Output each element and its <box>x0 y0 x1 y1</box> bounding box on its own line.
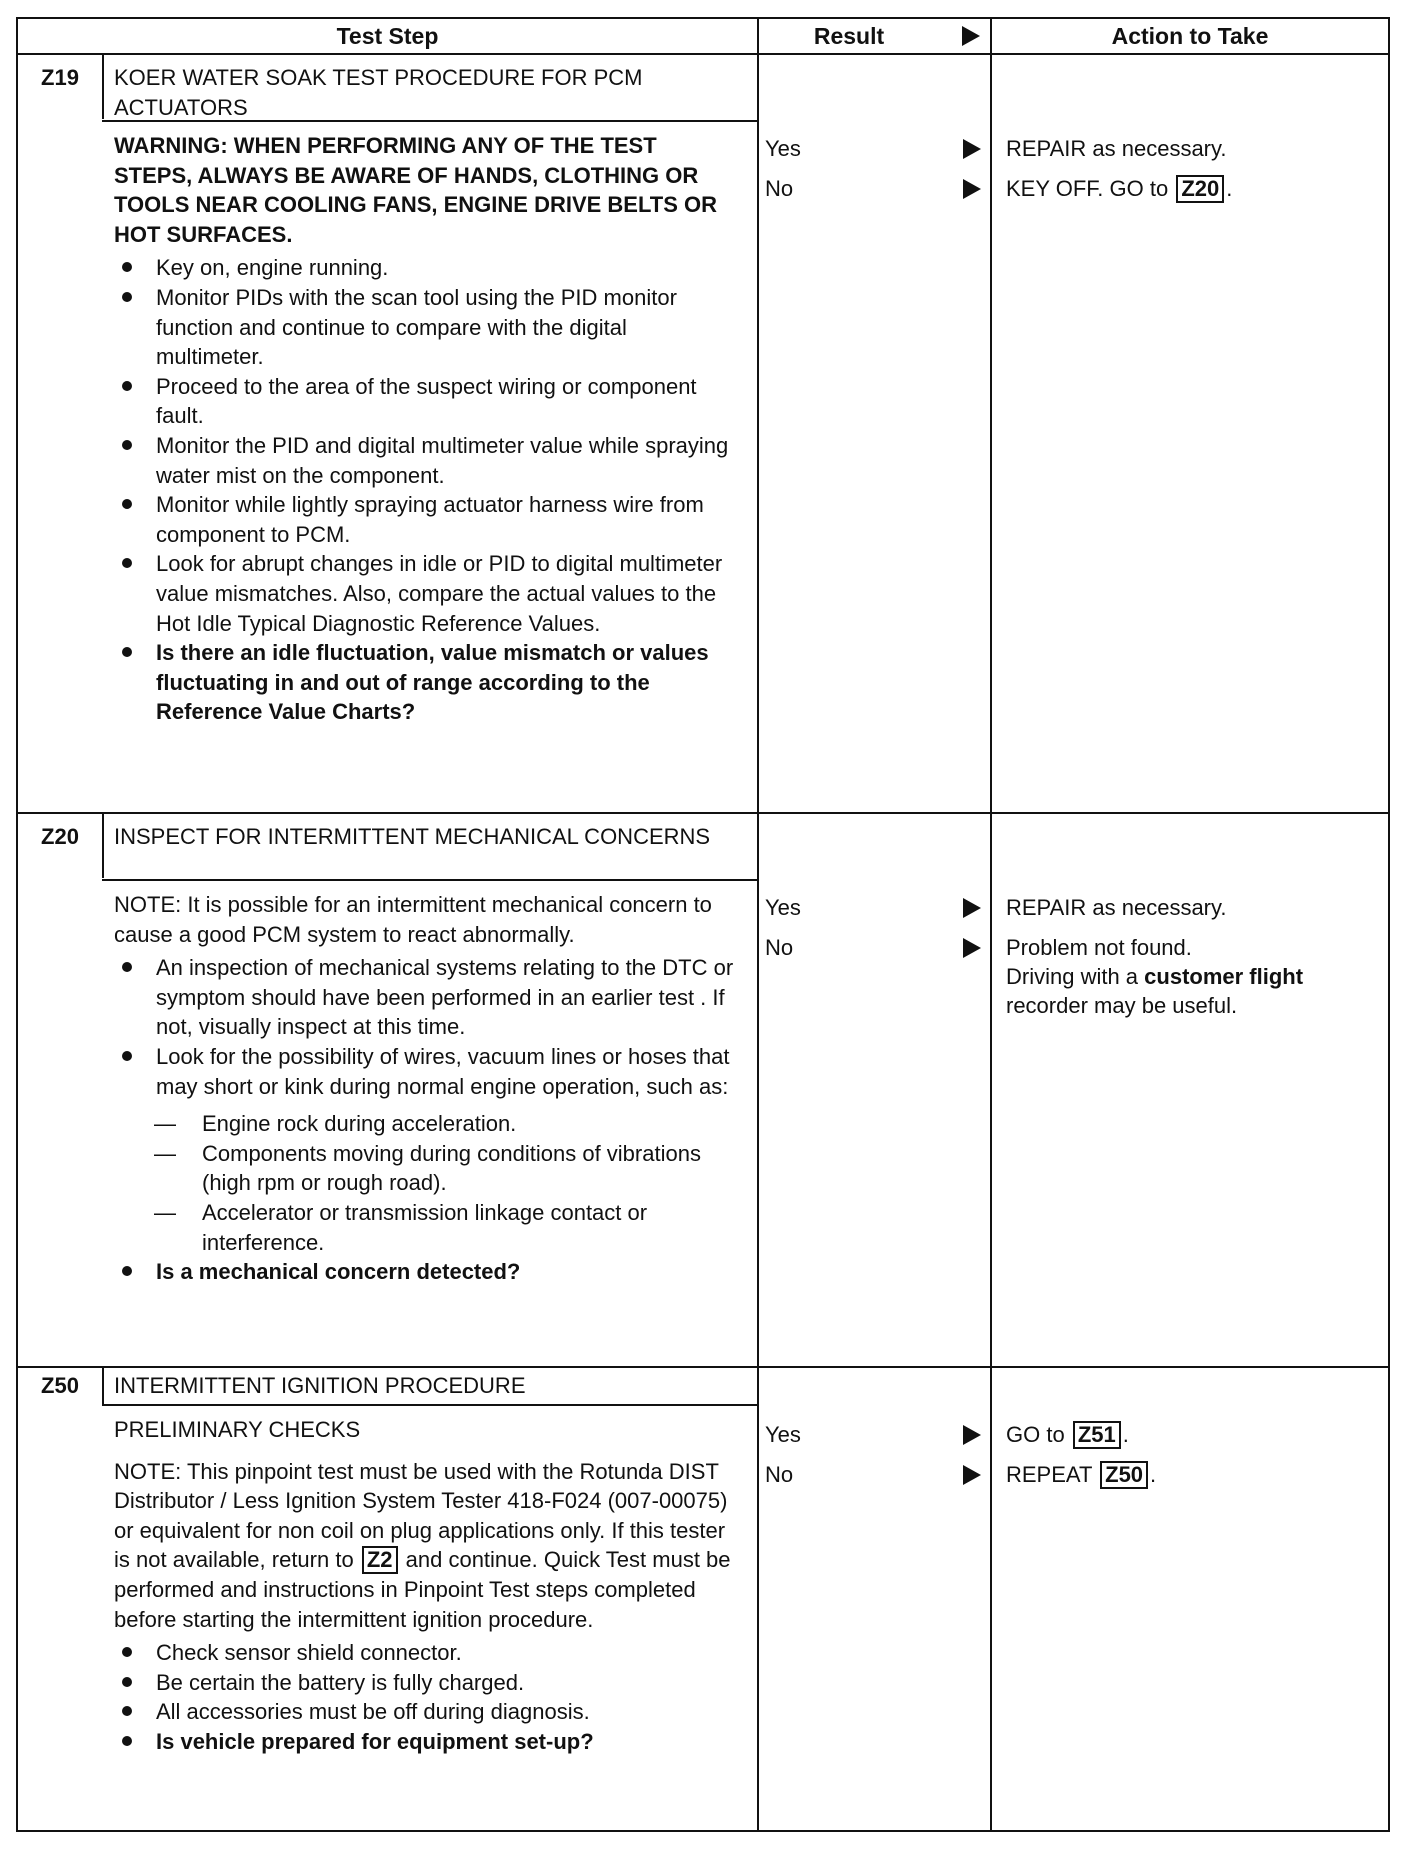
result-yes-z50: Yes <box>765 1422 801 1447</box>
list-item: Monitor the PID and digital multimeter value while spraying water mist on the component. <box>114 431 734 490</box>
actions-z19 <box>1006 129 1386 209</box>
header-result: Result <box>813 23 885 49</box>
note-text-z50 <box>114 1457 734 1635</box>
actions-z20 <box>1006 888 1386 1020</box>
action-text: . <box>1226 176 1233 201</box>
z50-title-rule <box>102 1404 757 1406</box>
list-item: Monitor while lightly spraying actuator harness wire from component to PCM. <box>114 490 734 549</box>
arrow-icon <box>963 898 981 918</box>
list-item: An inspection of mechanical systems relating to the DTC or symptom should have been performed in an earlier test . If not, visually inspect at this time. <box>114 953 734 1042</box>
note-text-z20: NOTE: It is possible for an intermittent mechanical concern to cause a good PCM system to react abnormally. <box>114 892 712 947</box>
question-list-z20 <box>114 1257 734 1287</box>
step-id-z50: Z50 <box>41 1373 79 1398</box>
result-yes-z20: Yes <box>765 895 801 920</box>
arrow-icon <box>963 1465 981 1485</box>
z20-id-divider <box>102 812 104 878</box>
note-text: NOTE: This pinpoint test must be used with the Rotunda DIST Distributor / Less Ignition System Tester 418-F024 (007-00075) or equivalent for non coil on plug applications only. If this tester is not available, return to <box>114 1458 728 1573</box>
z20-title-rule <box>102 879 757 881</box>
step-body-z50 <box>114 1415 734 1757</box>
action-text: GO to <box>1006 1422 1065 1447</box>
list-item: Look for abrupt changes in idle or PID to digital multimeter value mismatches. Also, compare the actual values to the Hot Idle Typical Diagnostic Reference Values. <box>114 549 734 638</box>
header-action: Action to Take <box>1111 23 1269 49</box>
step-title-z50: INTERMITTENT IGNITION PROCEDURE <box>114 1373 526 1398</box>
note-text: and continue. Quick Test must be performed and instructions in Pinpoint Test steps completed before starting the intermittent ignition procedure. <box>114 1547 731 1632</box>
bullet-list-z19 <box>114 253 734 727</box>
header-bottom-rule <box>18 53 1388 55</box>
list-item: Key on, engine running. <box>114 253 734 283</box>
arrow-icon <box>963 938 981 958</box>
action-text: . <box>1150 1462 1157 1487</box>
list-item: All accessories must be off during diagnosis. <box>114 1697 734 1727</box>
action-text: REPEAT <box>1006 1462 1092 1487</box>
list-item: — Components moving during conditions of vibrations (high rpm or rough road). <box>154 1139 734 1198</box>
action-yes-z20: REPAIR as necessary. <box>1006 895 1227 920</box>
action-text: Driving with a <box>1006 964 1145 989</box>
arrow-icon <box>963 139 981 159</box>
z19-id-divider <box>102 53 104 119</box>
z19-bottom-rule <box>18 812 1388 814</box>
header-test-step: Test Step <box>336 23 439 49</box>
list-item: Monitor PIDs with the scan tool using the PID monitor function and continue to compare with the digital multimeter. <box>114 283 734 372</box>
list-item: — Accelerator or transmission linkage contact or interference. <box>154 1198 734 1257</box>
step-title-z20: INSPECT FOR INTERMITTENT MECHANICAL CONCERNS <box>114 824 711 849</box>
z50-id-divider <box>102 1366 104 1404</box>
action-yes-z19: REPAIR as necessary. <box>1006 136 1227 161</box>
actions-z50 <box>1006 1415 1386 1495</box>
list-item: Look for the possibility of wires, vacuum lines or hoses that may short or kink during normal engine operation, such as: <box>114 1042 734 1101</box>
arrow-icon <box>963 179 981 199</box>
step-ref-z50[interactable]: Z50 <box>1100 1461 1148 1489</box>
results-z50 <box>765 1415 995 1495</box>
result-yes-z19: Yes <box>765 136 801 161</box>
question-z20: Is a mechanical concern detected? <box>114 1257 734 1287</box>
dash-list-z20 <box>154 1109 734 1257</box>
step-id-z19: Z19 <box>41 65 79 90</box>
bullet-list-z50 <box>114 1638 734 1756</box>
result-no-z20: No <box>765 935 794 960</box>
step-body-z20 <box>114 890 734 1287</box>
action-no-z20-line3: recorder may be useful. <box>1006 993 1238 1018</box>
action-yes-z50 <box>1006 1415 1386 1455</box>
question-z50: Is vehicle prepared for equipment set-up? <box>114 1727 734 1757</box>
action-no-z19 <box>1006 169 1386 209</box>
warning-text-z19: WARNING: WHEN PERFORMING ANY OF THE TEST STEPS, ALWAYS BE AWARE OF HANDS, CLOTHING OR TOOLS NEAR COOLING FANS, ENGINE DRIVE BELTS OR HOT SURFACES. <box>114 133 718 247</box>
subtitle-z50: PRELIMINARY CHECKS <box>114 1417 361 1442</box>
results-z20 <box>765 888 995 968</box>
arrow-icon <box>963 1425 981 1445</box>
step-ref-z51[interactable]: Z51 <box>1073 1421 1121 1449</box>
action-text: customer flight <box>1144 964 1304 989</box>
step-ref-z2[interactable]: Z2 <box>362 1546 398 1574</box>
action-no-z50 <box>1006 1455 1386 1495</box>
bullet-list-z20 <box>114 953 734 1101</box>
diagnostic-table <box>16 17 1390 1832</box>
list-item: Proceed to the area of the suspect wiring or component fault. <box>114 372 734 431</box>
step-title-z19: KOER WATER SOAK TEST PROCEDURE FOR PCM ACTUATORS <box>114 65 643 120</box>
z19-title-rule <box>102 120 757 122</box>
step-ref-z20[interactable]: Z20 <box>1176 175 1224 203</box>
list-item: Be certain the battery is fully charged. <box>114 1668 734 1698</box>
step-body-z19 <box>114 131 734 727</box>
action-text: KEY OFF. GO to <box>1006 176 1169 201</box>
header-arrow-icon <box>962 26 980 46</box>
action-no-z20-line1: Problem not found. <box>1006 935 1192 960</box>
divider-result-column <box>757 19 759 1830</box>
question-z19: Is there an idle fluctuation, value mismatch or values fluctuating in and out of range according to the Reference Value Charts? <box>114 638 734 727</box>
action-text: . <box>1122 1422 1129 1447</box>
results-z19 <box>765 129 995 209</box>
step-id-z20: Z20 <box>41 824 79 849</box>
result-no-z50: No <box>765 1462 794 1487</box>
result-no-z19: No <box>765 176 794 201</box>
action-no-z20-line2 <box>1006 962 1386 991</box>
list-item: — Engine rock during acceleration. <box>154 1109 734 1139</box>
list-item: Check sensor shield connector. <box>114 1638 734 1668</box>
z20-bottom-rule <box>18 1366 1388 1368</box>
